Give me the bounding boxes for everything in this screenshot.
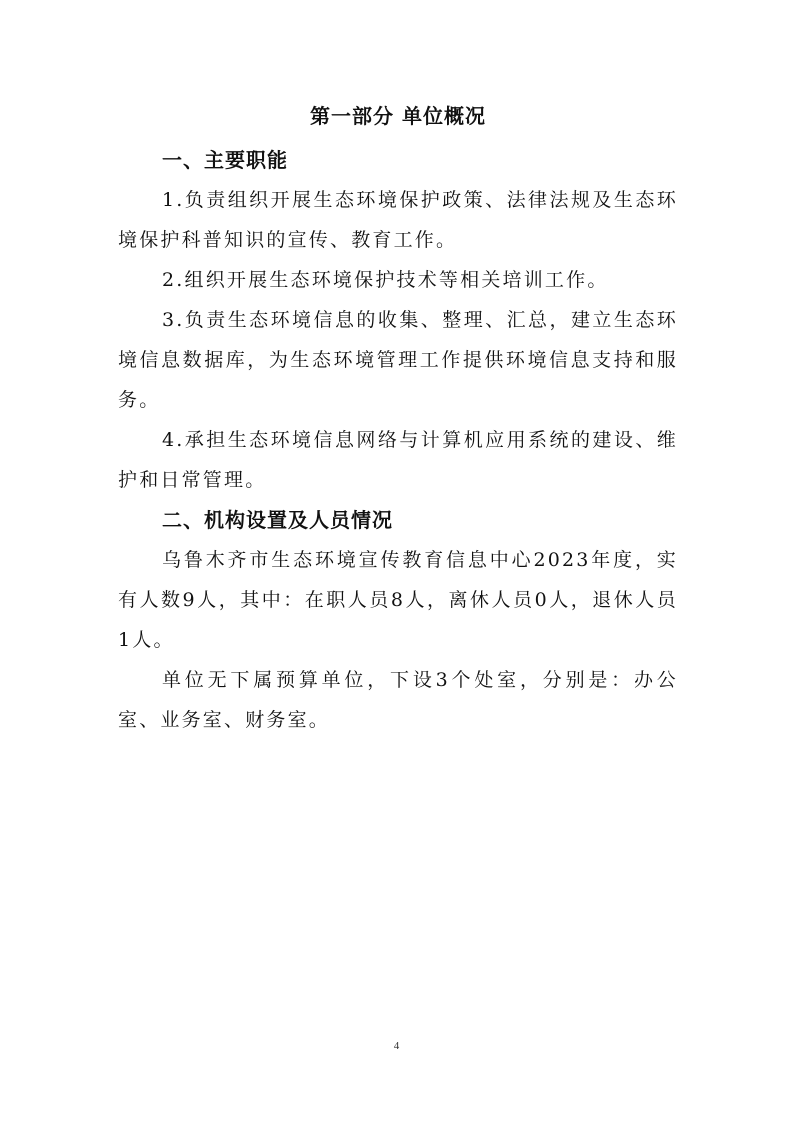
paragraph-function-1: 1.负责组织开展生态环境保护政策、法律法规及生态环境保护科普知识的宣传、教育工作。: [118, 189, 678, 251]
page-title: 第一部分 单位概况: [310, 104, 486, 128]
paragraph-function-2: 2.组织开展生态环境保护技术等相关培训工作。: [162, 269, 609, 291]
paragraph-departments: 单位无下属预算单位，下设3个处室，分别是：办公室、业务室、财务室。: [118, 669, 678, 731]
paragraph-function-4: 4.承担生态环境信息网络与计算机应用系统的建设、维护和日常管理。: [118, 429, 678, 491]
paragraph-function-3: 3.负责生态环境信息的收集、整理、汇总，建立生态环境信息数据库，为生态环境管理工作提供环境信息支持和服务。: [118, 309, 678, 411]
section-heading-organization: 二、机构设置及人员情况: [162, 508, 393, 532]
document-body: [118, 96, 678, 740]
page-number: 4: [393, 1040, 400, 1052]
paragraph-staffing: 乌鲁木齐市生态环境宣传教育信息中心2023年度，实有人数9人，其中：在职人员8人，离休人员0人，退休人员1人。: [118, 549, 678, 651]
section-heading-main-functions: 一、主要职能: [162, 148, 288, 172]
